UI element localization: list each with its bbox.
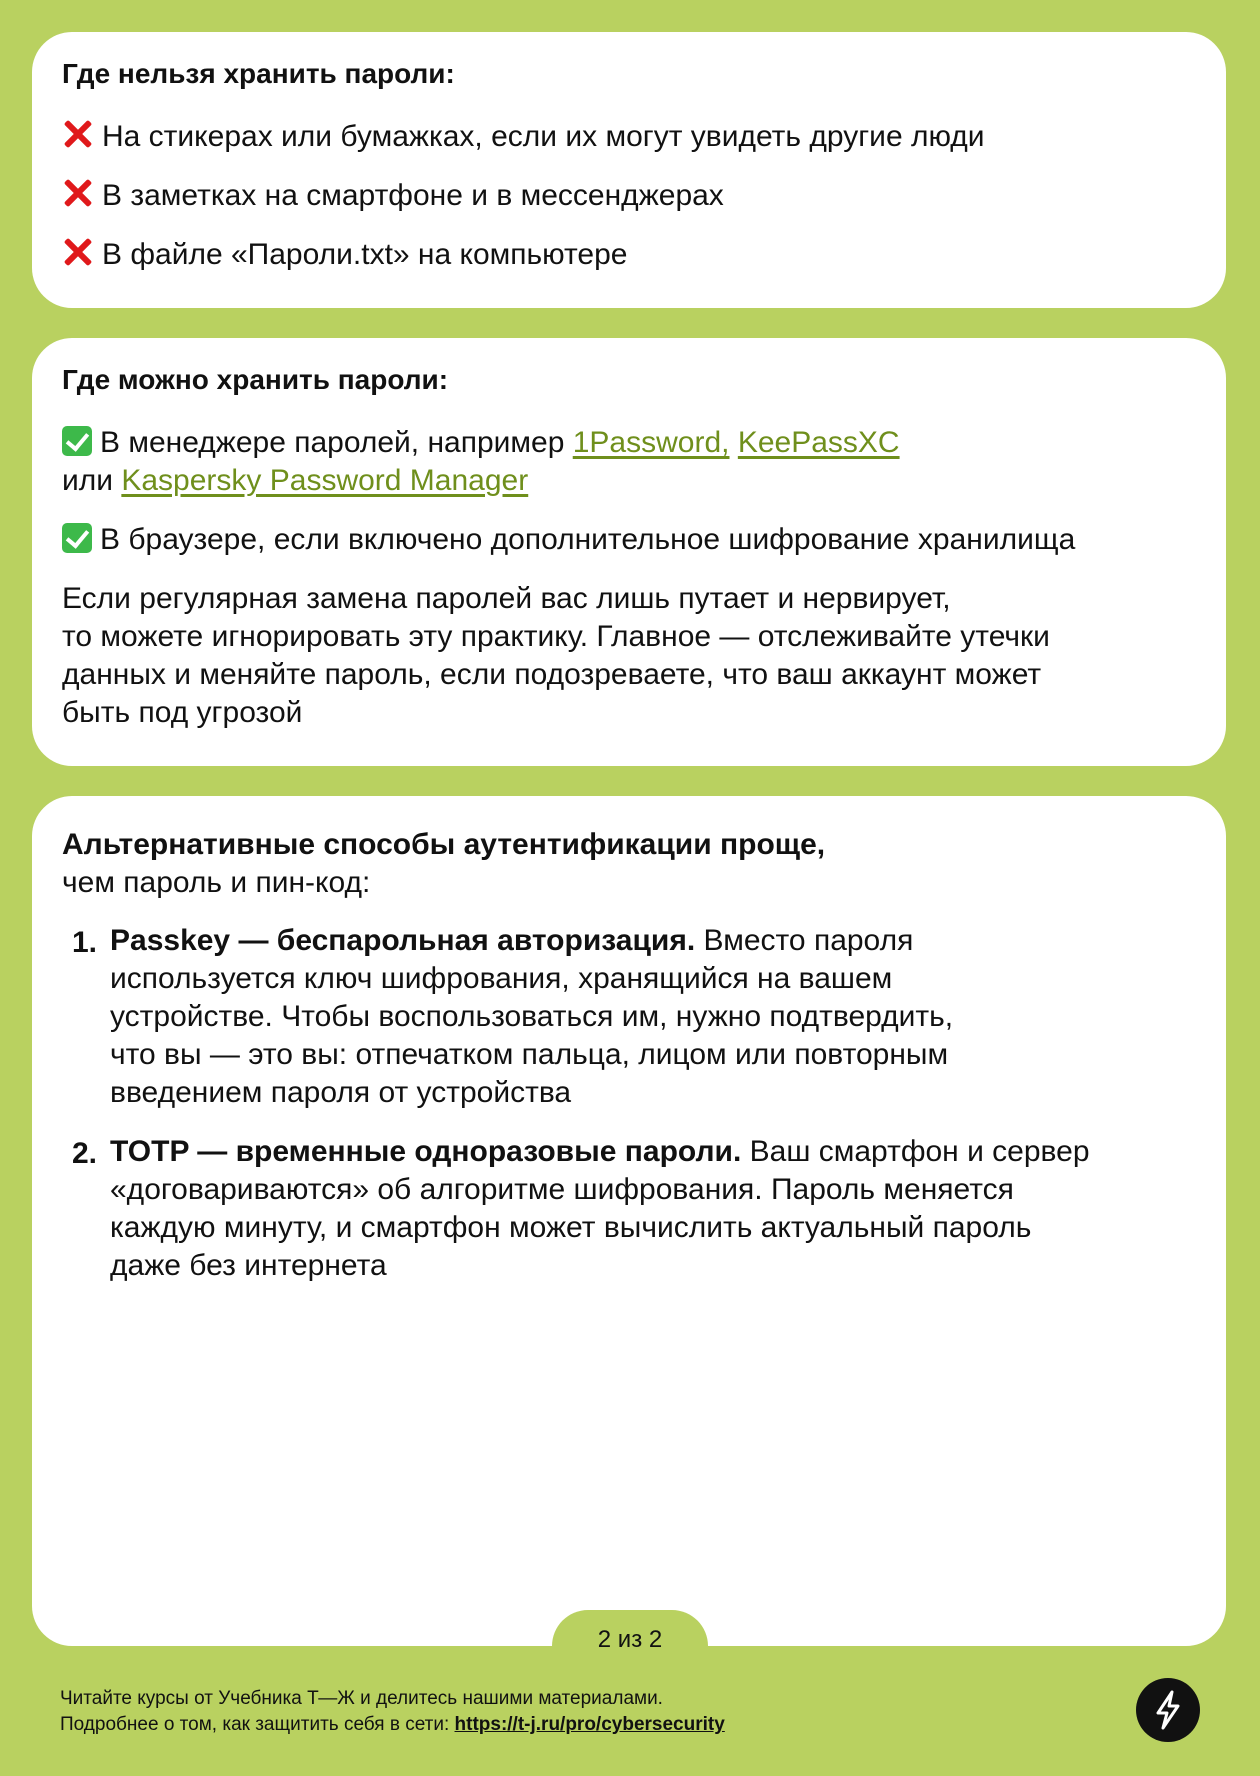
link-1password[interactable]: 1Password, (572, 426, 730, 459)
ordered-list-item (110, 922, 953, 1112)
item-heading: TOTP — временные одноразовые пароли. (110, 1135, 742, 1168)
footer-link[interactable]: https://t-j.ru/pro/cybersecurity (454, 1714, 725, 1735)
card-where-to-store (32, 338, 1226, 766)
footer-line-2 (60, 1712, 725, 1738)
list-item-text: На стикерах или бумажках, если их могут увидеть другие люди (102, 120, 985, 153)
link-kaspersky[interactable]: Kaspersky Password Manager (121, 464, 529, 497)
card3-title-bold: Альтернативные способы аутентификации проще, (62, 828, 826, 861)
card3-title-rest: чем пароль и пин-код: (62, 866, 371, 899)
item-line: что вы — это вы: отпечатком пальца, лицом или повторным (110, 1038, 949, 1071)
list-item (62, 118, 985, 156)
page-indicator: 2 из 2 (597, 1626, 663, 1653)
or-text: или (62, 464, 122, 497)
list-item-text: В файле «Пароли.txt» на компьютере (102, 238, 628, 271)
list-item-text: В менеджере паролей, например (100, 426, 573, 459)
item-line: каждую минуту, и смартфон может вычислить актуальный пароль (110, 1211, 1032, 1244)
list-item (62, 236, 627, 274)
lightning-bolt-icon (1136, 1678, 1200, 1742)
footer-prefix: Подробнее о том, как защитить себя в сети: (60, 1714, 455, 1735)
item-line: введением пароля от устройства (110, 1076, 572, 1109)
paragraph-line: Если регулярная замена паролей вас лишь путает и нервирует, (62, 582, 951, 615)
card2-title: Где можно хранить пароли: (62, 364, 449, 395)
item-line: Вместо пароля (695, 924, 914, 957)
ordered-list-item (110, 1133, 1090, 1285)
footer-line-1: Читайте курсы от Учебника Т—Ж и делитесь нашими материалами. (60, 1688, 663, 1709)
cross-mark-icon (62, 177, 94, 209)
item-line: «договариваются» об алгоритме шифрования. Пароль меняется (110, 1173, 1014, 1206)
lightning-logo-icon[interactable] (1136, 1678, 1200, 1742)
check-mark-icon (62, 523, 92, 553)
paragraph-line: быть под угрозой (62, 696, 303, 729)
item-line: устройстве. Чтобы воспользоваться им, нужно подтвердить, (110, 1000, 954, 1033)
cross-mark-icon (62, 236, 94, 268)
list-item-continuation (62, 462, 528, 500)
cross-mark-icon (62, 118, 94, 150)
item-heading: Passkey — беспарольная авторизация. (110, 924, 696, 957)
item-line: Ваш смартфон и сервер (741, 1135, 1090, 1168)
paragraph-line: то можете игнорировать эту практику. Главное — отслеживайте утечки (62, 620, 1050, 653)
card3-title (62, 826, 825, 902)
paragraph-line: данных и меняйте пароль, если подозреваете, что ваш аккаунт может (62, 658, 1042, 691)
advice-paragraph (62, 580, 1050, 732)
item-line: даже без интернета (110, 1249, 387, 1282)
footer (60, 1686, 725, 1738)
link-keepassxc[interactable]: KeePassXC (737, 426, 900, 459)
list-item (62, 177, 724, 215)
check-mark-icon (62, 426, 92, 456)
item-line: используется ключ шифрования, хранящийся на вашем (110, 962, 893, 995)
list-number: 2. (72, 1137, 98, 1170)
list-item (62, 521, 1075, 559)
list-item-text: В заметках на смартфоне и в мессенджерах (102, 179, 724, 212)
list-number: 1. (72, 926, 98, 959)
list-item-text: В браузере, если включено дополнительное шифрование хранилища (100, 523, 1076, 556)
list-item (62, 424, 900, 462)
card-where-not-to-store (32, 32, 1226, 308)
card-alternative-auth (32, 796, 1226, 1646)
card1-title: Где нельзя хранить пароли: (62, 58, 455, 89)
